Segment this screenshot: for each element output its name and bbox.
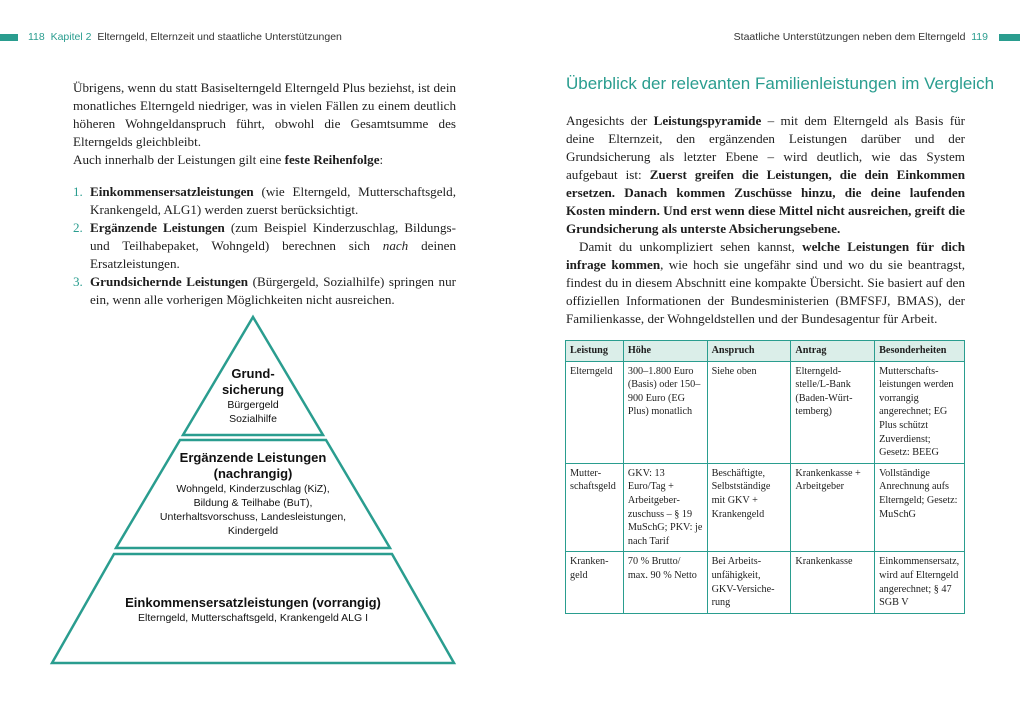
middle-tier-item: Kindergeld [227,525,279,537]
table-cell: Mutterschaftsleistungen werden vorrangig angerechnet; EG Plus schützt Zuverdienst; Gesetz: BEEG [875,361,965,463]
list-item-title: Grundsichernde Leistungen [90,274,249,289]
table-cell: GKV: 13 Euro/Tag + Arbeitgeberzuschuss – § 19 MuSchG; PKV: je nach Tarif [623,463,707,552]
rp1-b: Leistungspyramide [653,113,762,128]
pyramid-top-label [193,366,313,426]
table-cell: Vollständige Anrechnung aufs Elterngeld; Gesetz: MuSchG [875,463,965,552]
middle-tier-item: Bildung & Teilhabe (BuT), [193,497,313,509]
list-number: 3. [73,274,83,289]
list-item-text-end: deinen Ersatzleistungen. [90,238,456,271]
top-tier-title: Grund- [231,366,275,381]
rp1-a: Angesichts der [566,113,654,128]
list-number: 2. [73,220,83,235]
right-page-number: 119 [971,31,988,43]
table-cell: Mutterschaftsgeld [566,463,624,552]
pyramid-middle-label [128,450,378,538]
left-paragraph-1-text: Übrigens, wenn du statt Basiselterngeld Elterngeld Plus beziehst, ist dein monatliches Elterngeld niedriger, was in vielen Fällen zu einem deutlich höheren Wohngeldanspruch führt, obwohl die Gesamtsumme des Elterngelds gleichbleibt. [73,80,456,149]
bottom-tier-items: Elterngeld, Mutterschaftsgeld, Krankengeld ALG I [138,612,368,624]
rp1-c: – mit dem Elterngeld als Basis für deine Elternzeit, den ergänzenden Leistungen darüber und der Grundsicherung als letzter Ebene – wird deutlich, wie das System aufgebaut ist: [566,113,966,182]
table-cell: Krankenkasse [791,552,875,613]
left-page-number: 118 [28,31,45,43]
list-item-text: (zum Beispiel Kinderzuschlag, Bildungs- und Teilhabepaket, Wohngeld) berechnen sich [90,220,456,253]
rp2-b: welche Leistungen für dich infrage kommen [566,239,965,272]
middle-tier-item: Wohngeld, Kinderzuschlag (KiZ), [176,483,330,495]
table-header-row [566,341,965,362]
column-header: Leistung [566,341,624,362]
top-tier-item: Bürgergeld [227,399,279,411]
list-item-title: Ergänzende Leistungen [90,220,225,235]
column-header: Antrag [791,341,875,362]
list-item-text: (Bürgergeld, Sozialhilfe) springen nur ein, wenn alle vorherigen Möglichkeiten nicht ausreichen. [90,274,456,307]
table-cell: 300–1.800 Euro (Basis) oder 150–900 Euro (EG Plus) monatlich [623,361,707,463]
table-cell: Krankenkasse + Arbeitgeber [791,463,875,552]
table-cell: 70 % Brutto/ max. 90 % Netto [623,552,707,613]
chapter-title: Elterngeld, Elternzeit und staatliche Unterstützungen [97,31,342,43]
table-cell: Siehe oben [707,361,791,463]
list-item-text: (wie Elterngeld, Mutterschaftsgeld, Krankengeld, ALG1) werden zuerst berücksichtigt. [90,184,456,217]
table-cell: Elterngeld [566,361,624,463]
list-number: 1. [73,184,83,199]
table-row [566,463,965,552]
para2-prefix: Auch innerhalb der Leistungen gilt eine [73,152,285,167]
rp2-c: , wie hoch sie ungefähr sind und wo du sie beantragst, findest du in diesem Abschnitt eine kompakte Übersicht. Sie basiert auf den offiziellen Informationen der Bundesministerien (BMFSFJ, BMAS), der Familienkasse, der Wohngeldstellen und der Bundesagentur für Arbeit. [566,257,965,326]
para2-bold: feste Reihenfolge [284,152,380,167]
rp2-a: Damit du unkompliziert sehen kannst, [579,239,803,254]
middle-tier-title-2: (nachrangig) [213,466,293,481]
section-heading: Überblick der relevanten Familienleistungen im Vergleich [566,74,995,93]
table-row [566,361,965,463]
rp1-d: Zuerst greifen die Leistungen, die dein Einkommen ersetzen. Danach kommen Zuschüsse hinzu, die deine laufenden Kosten mindern. Und erst wenn diese Mittel nicht ausreichen, greift die Grundsicherung als unterste Absicherungsebene. [566,167,965,236]
pyramid-bottom-label [103,595,403,625]
section-title: Staatliche Unterstützungen neben dem Elterngeld [733,31,966,43]
top-tier-item: Sozialhilfe [229,413,277,425]
table-cell: Elterngeldstelle/L-Bank (Baden-Württemberg) [791,361,875,463]
top-tier-title-2: sicherung [221,382,285,397]
chapter-label: Kapitel 2 [50,31,92,43]
right-paragraph-2 [566,238,965,328]
column-header: Anspruch [707,341,791,362]
table-row [566,552,965,613]
bottom-tier-title: Einkommensersatzleistungen (vorrangig) [125,595,381,610]
middle-tier-title: Ergänzende Leistungen [179,450,327,465]
table-cell: Krankengeld [566,552,624,613]
column-header: Besonderheiten [875,341,965,362]
right-paragraph-1 [566,112,965,238]
middle-tier-item: Unterhaltsvorschuss, Landesleistungen, [159,511,347,523]
table-cell: Beschäftigte, Selbstständige mit GKV + Krankengeld [707,463,791,552]
para2-suffix: : [379,152,384,167]
column-header: Höhe [623,341,707,362]
list-item-italic: nach [382,238,409,253]
table-cell: Bei Arbeitsunfähigkeit, GKV-Versicherung [707,552,791,613]
list-item-title: Einkommensersatzleistungen [90,184,254,199]
table-cell: Einkommensersatz, wird auf Elterngeld angerechnet; § 47 SGB V [875,552,965,613]
family-benefits-table [565,340,965,614]
